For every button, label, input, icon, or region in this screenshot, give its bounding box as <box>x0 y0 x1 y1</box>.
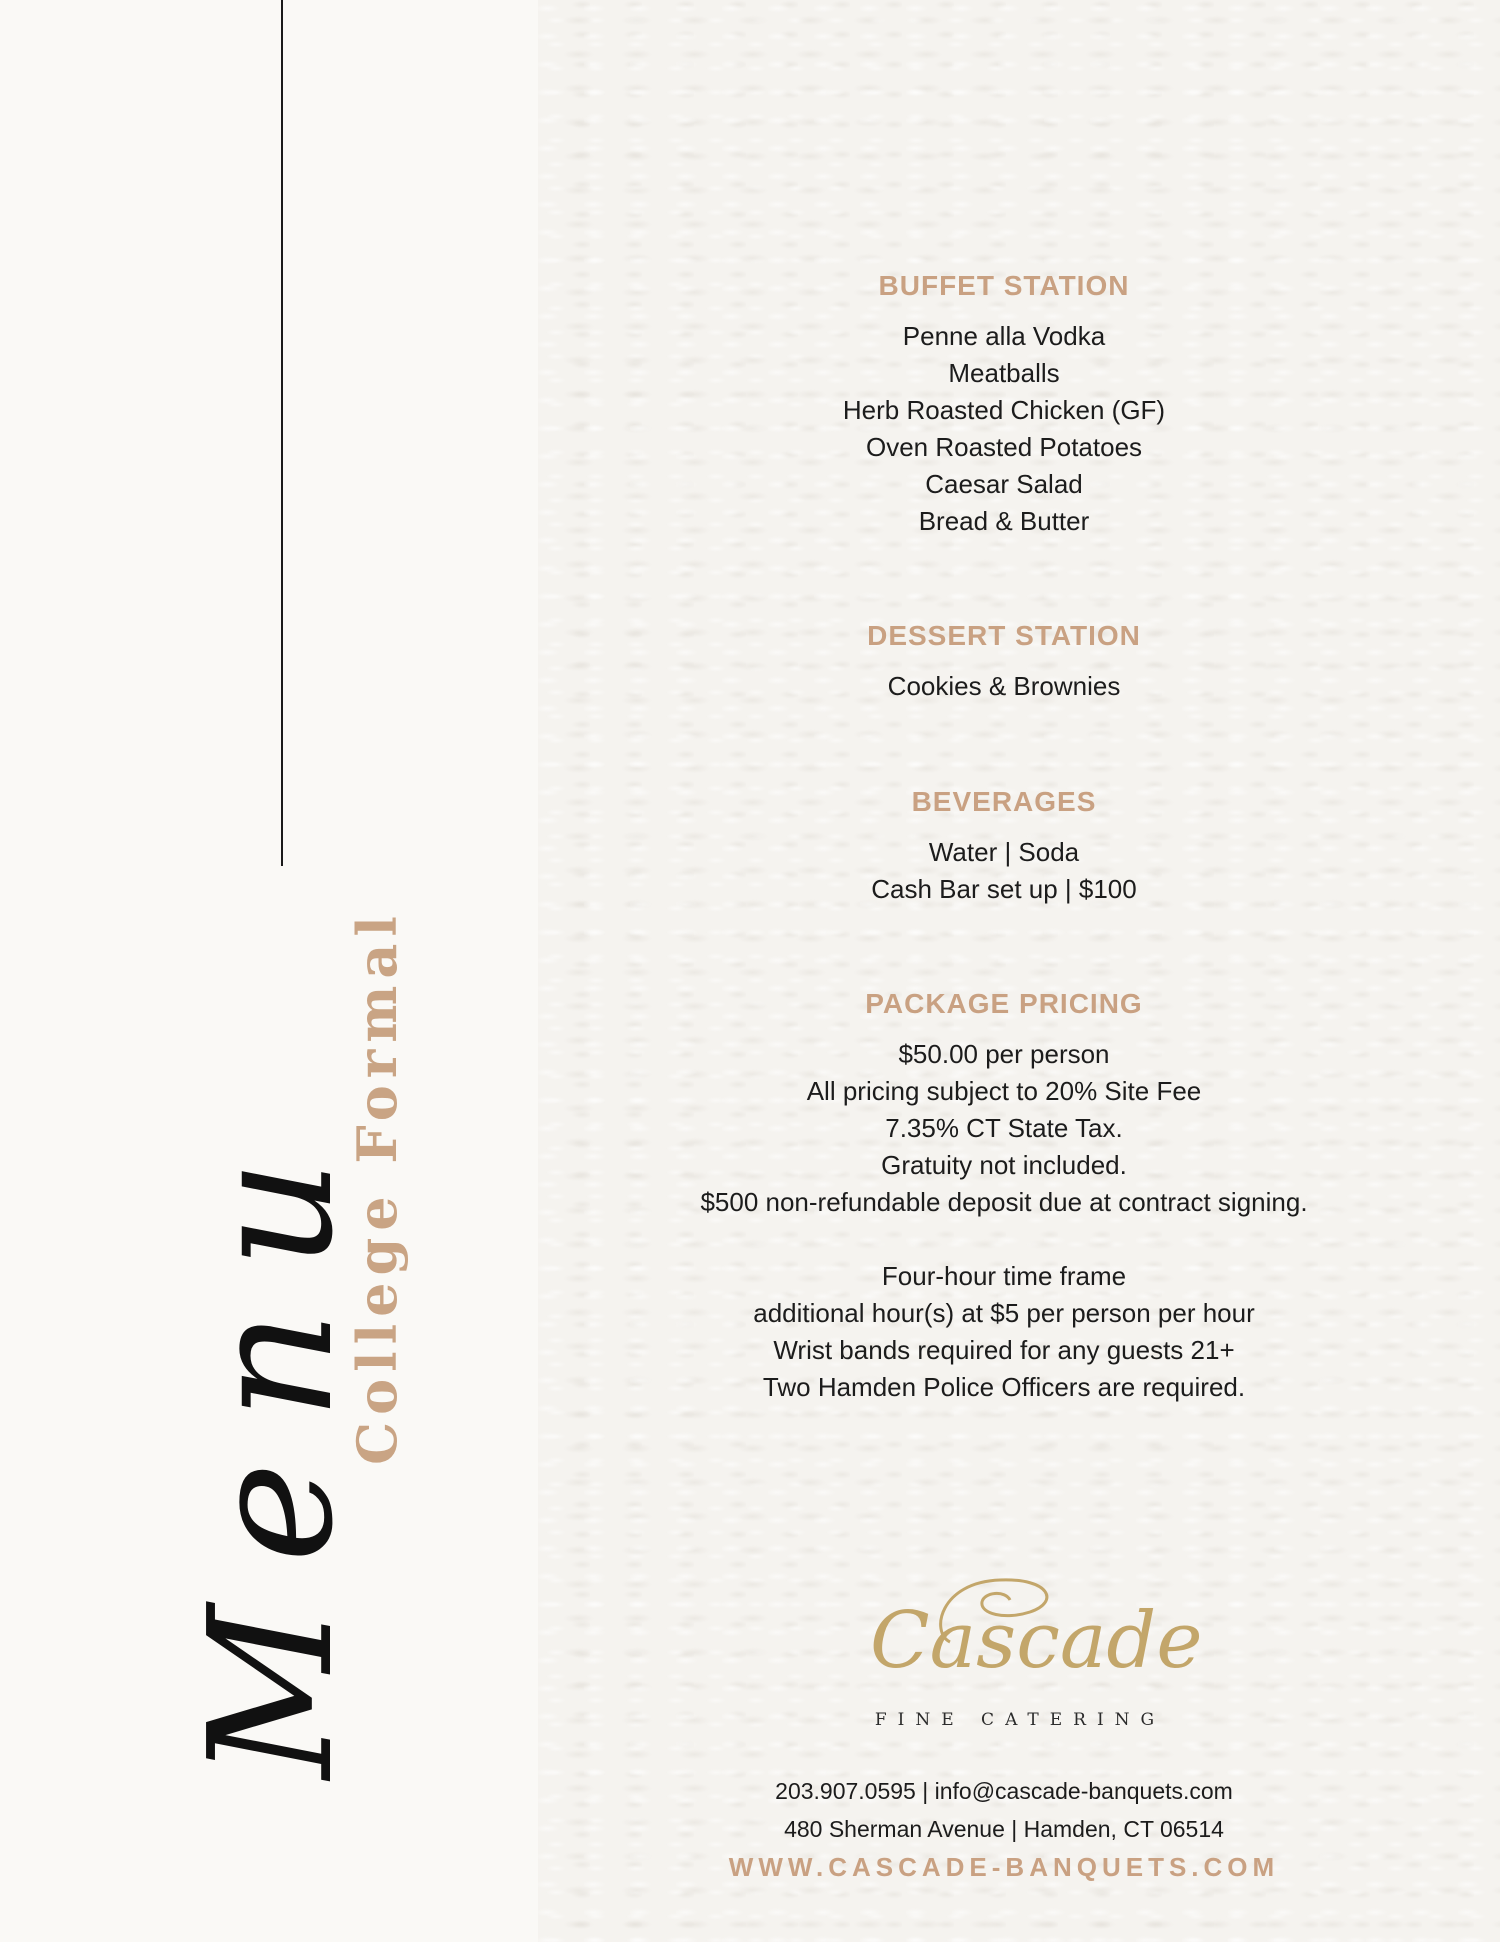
menu-item: Bread & Butter <box>918 506 1090 536</box>
pricing-detail: Two Hamden Police Officers are required. <box>762 1372 1246 1402</box>
pricing-line: $500 non-refundable deposit due at contract signing. <box>700 1187 1308 1217</box>
menu-item: Cookies & Brownies <box>887 671 1121 701</box>
spacer <box>538 1221 1470 1258</box>
menu-item: Penne alla Vodka <box>902 321 1106 351</box>
menu-item: Cash Bar set up | $100 <box>871 874 1137 904</box>
menu-item: Water | Soda <box>928 837 1080 867</box>
pricing-detail: additional hour(s) at $5 per person per hour <box>753 1298 1255 1328</box>
beverages-section <box>538 784 1470 908</box>
dessert-station-section <box>538 618 1470 705</box>
website-link[interactable]: WWW.CASCADE-BANQUETS.COM <box>728 1852 1280 1882</box>
buffet-station-section <box>538 268 1470 540</box>
logo-tagline: FINE CATERING <box>874 1710 1166 1730</box>
phone-email: 203.907.0595 | info@cascade-banquets.com <box>775 1778 1233 1804</box>
logo-wordmark: Cascade <box>870 1596 1203 1686</box>
contact-info <box>538 1772 1470 1883</box>
menu-item: Caesar Salad <box>925 469 1083 499</box>
pricing-line: All pricing subject to 20% Site Fee <box>806 1076 1202 1106</box>
vertical-divider-line <box>281 0 283 866</box>
address: 480 Sherman Avenue | Hamden, CT 06514 <box>784 1816 1224 1842</box>
pricing-line: $50.00 per person <box>898 1039 1110 1069</box>
package-pricing-section <box>538 986 1470 1406</box>
pricing-detail: Wrist bands required for any guests 21+ <box>773 1335 1235 1365</box>
section-heading: DESSERT STATION <box>867 620 1141 651</box>
menu-item: Herb Roasted Chicken (GF) <box>842 395 1166 425</box>
menu-item: Oven Roasted Potatoes <box>865 432 1143 462</box>
pricing-detail: Four-hour time frame <box>881 1261 1127 1291</box>
section-heading: BEVERAGES <box>911 786 1097 817</box>
cascade-logo <box>870 1572 1203 1732</box>
pricing-line: 7.35% CT State Tax. <box>885 1113 1123 1143</box>
section-heading: BUFFET STATION <box>878 270 1130 301</box>
event-title: College Formal <box>345 909 409 1465</box>
pricing-line: Gratuity not included. <box>881 1150 1127 1180</box>
menu-item: Meatballs <box>948 358 1060 388</box>
section-heading: PACKAGE PRICING <box>865 988 1143 1019</box>
menu-title: Menu <box>173 1117 371 1779</box>
